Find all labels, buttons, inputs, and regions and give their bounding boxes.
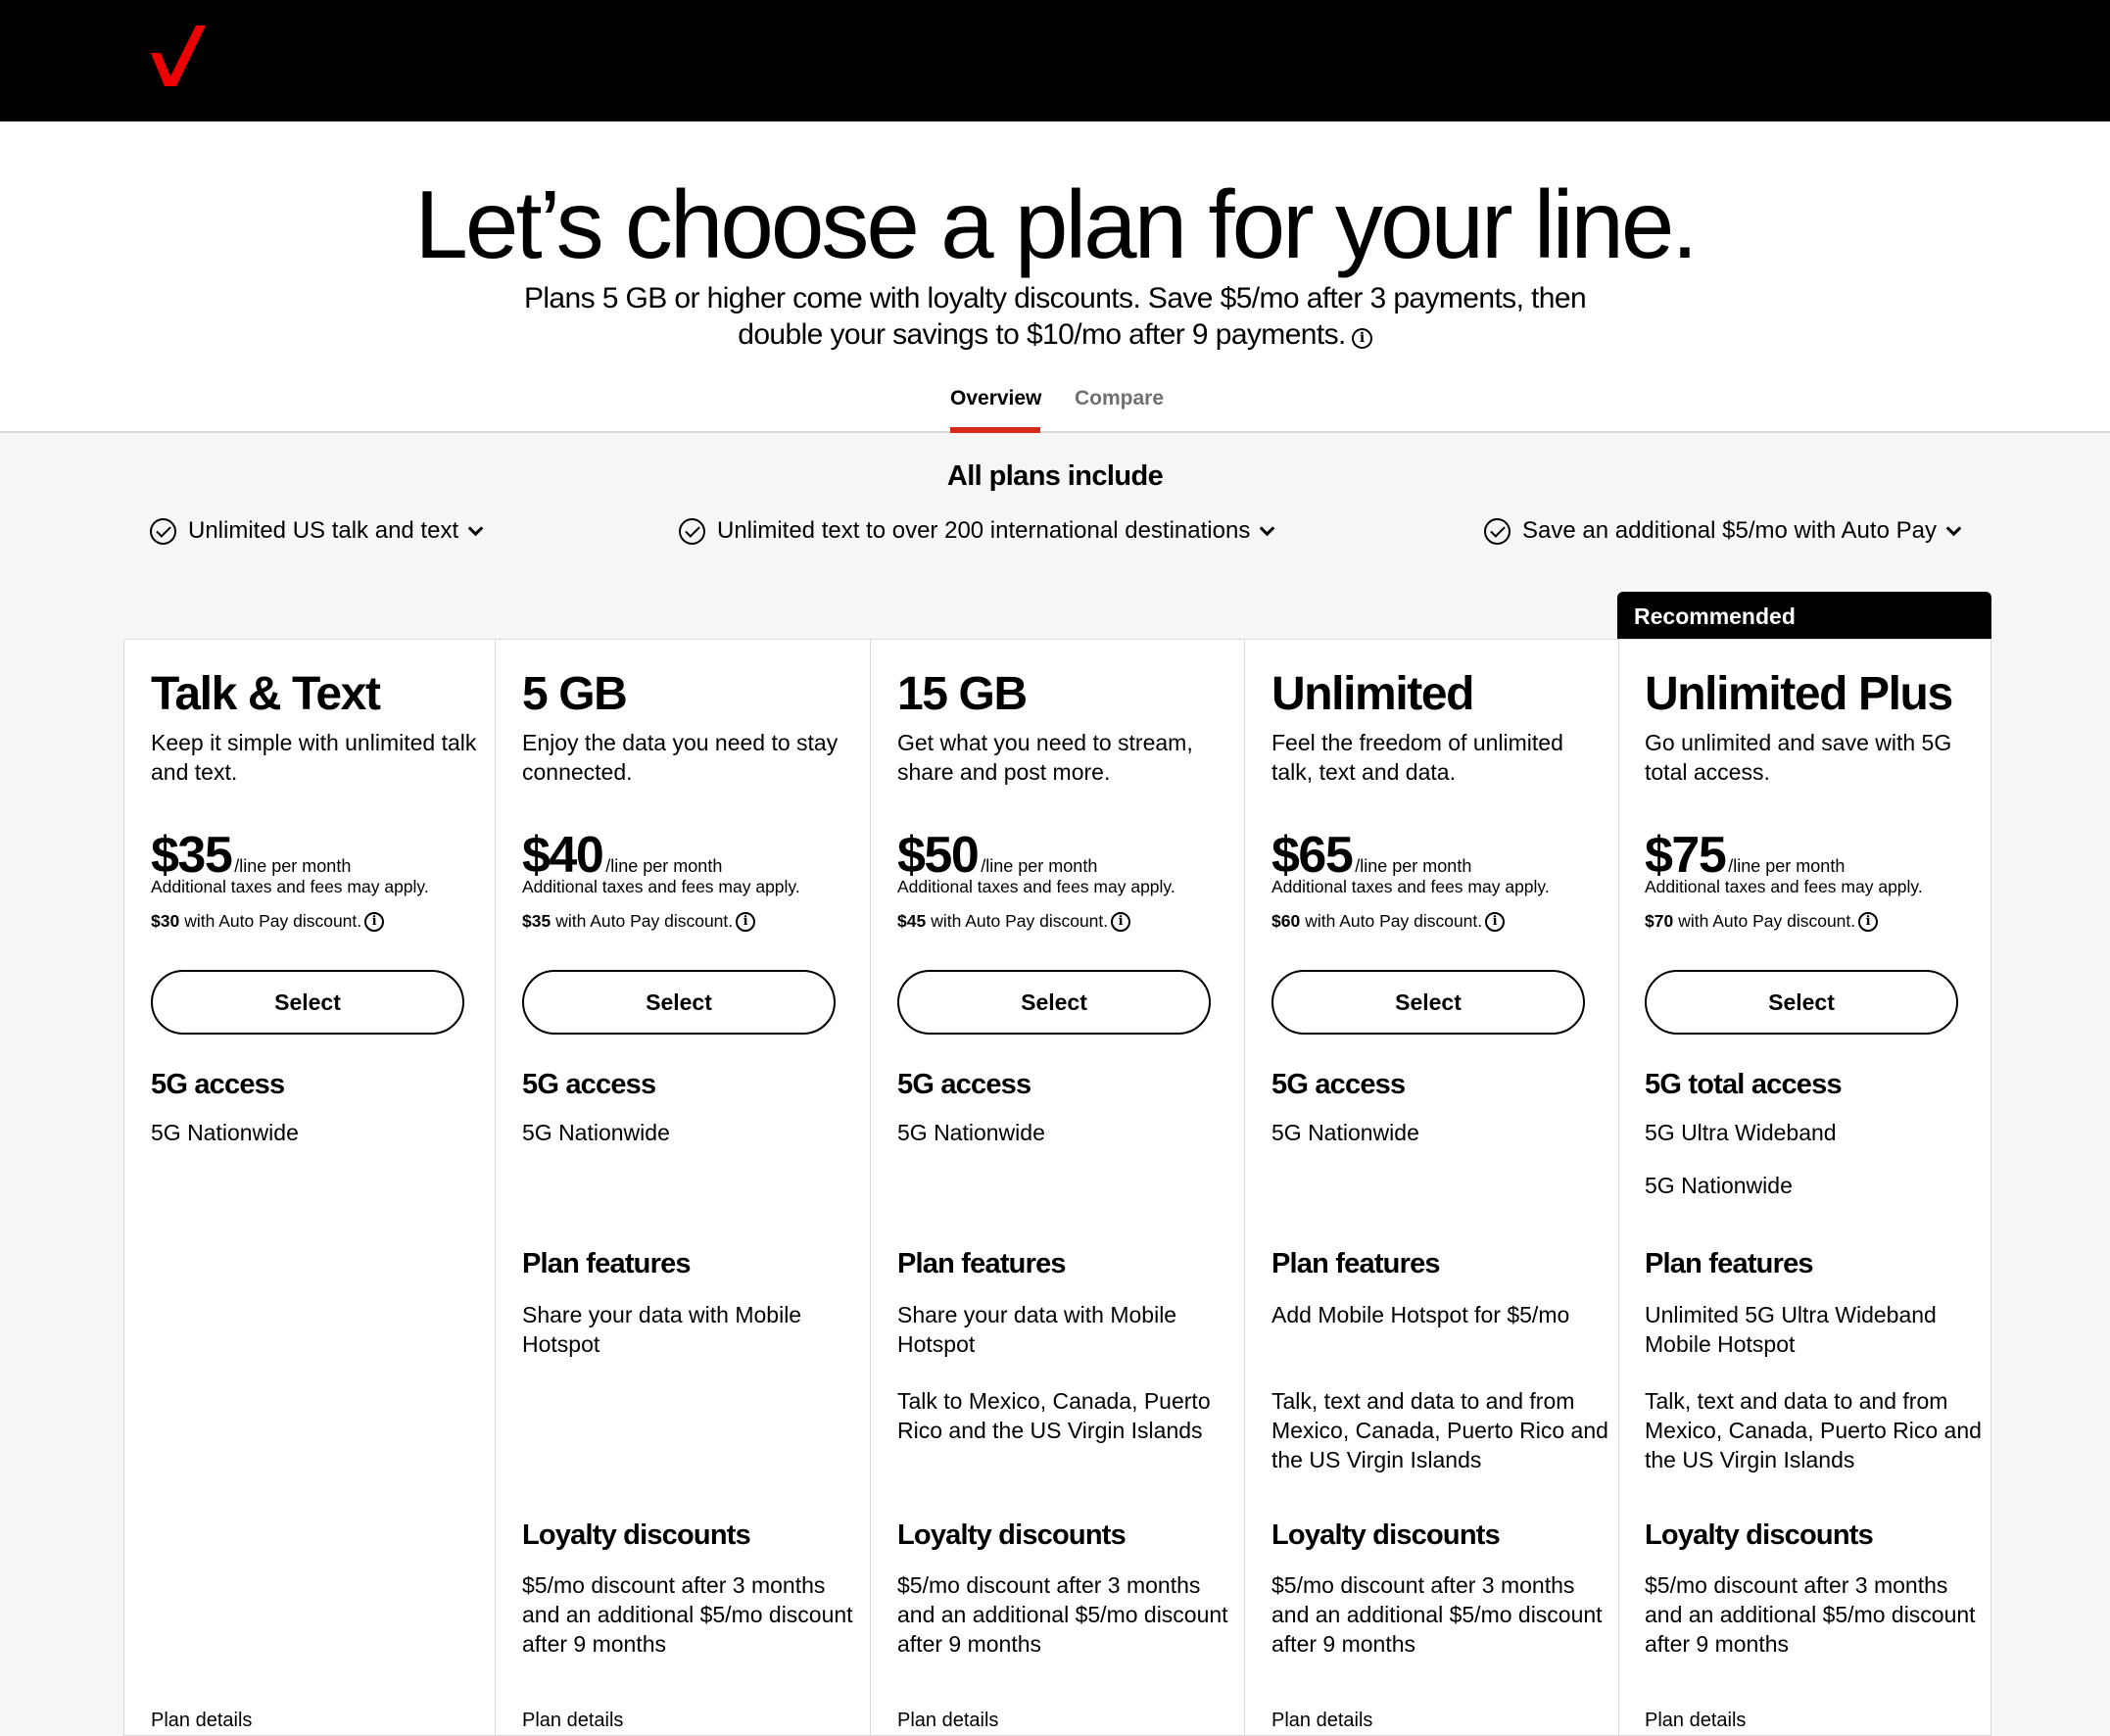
info-icon[interactable]: i (1111, 912, 1130, 932)
info-icon[interactable]: i (1858, 912, 1878, 932)
access-item: 5G Nationwide (522, 1120, 670, 1145)
plan-name: Unlimited (1271, 668, 1474, 720)
autopay-note (897, 911, 1130, 932)
plan-name: 5 GB (522, 668, 627, 720)
plan-description: Get what you need to stream, share and post more. (897, 730, 1193, 785)
check-circle-icon (1484, 518, 1511, 545)
plan-price: $75 (1645, 827, 1726, 884)
loyalty-text: $5/mo discount after 3 months and an additional $5/mo discount after 9 months (1271, 1572, 1603, 1657)
features-heading: Plan features (522, 1248, 691, 1279)
loyalty-heading: Loyalty discounts (1645, 1519, 1873, 1551)
plan-details-link[interactable]: Plan details (897, 1710, 999, 1731)
plan-price-unit: /line per month (1355, 856, 1472, 876)
autopay-text: with Auto Pay discount. (1678, 911, 1856, 931)
plan-price-unit: /line per month (981, 856, 1098, 876)
loyalty-text: $5/mo discount after 3 months and an additional $5/mo discount after 9 months (897, 1572, 1228, 1657)
select-button-talk-text[interactable]: Select (151, 970, 464, 1035)
card-divider (870, 640, 871, 1735)
plan-price-row (897, 826, 1097, 885)
feature-item: Unlimited 5G Ultra Wideband Mobile Hotspot (1645, 1302, 1937, 1357)
plan-price: $50 (897, 827, 979, 884)
taxes-note: Additional taxes and fees may apply. (897, 877, 1175, 896)
loyalty-heading: Loyalty discounts (522, 1519, 750, 1551)
plan-name: 15 GB (897, 668, 1027, 720)
loyalty-text: $5/mo discount after 3 months and an additional $5/mo discount after 9 months (1645, 1572, 1976, 1657)
loyalty-heading: Loyalty discounts (897, 1519, 1126, 1551)
access-heading: 5G access (151, 1069, 285, 1100)
feature-item: Share your data with Mobile Hotspot (522, 1302, 802, 1357)
plan-price: $35 (151, 827, 232, 884)
plan-price-unit: /line per month (234, 856, 352, 876)
plan-cards (123, 639, 1991, 1736)
tab-bar (0, 384, 2110, 433)
autopay-price: $35 (522, 911, 551, 931)
loyalty-heading: Loyalty discounts (1271, 1519, 1500, 1551)
autopay-price: $30 (151, 911, 180, 931)
plan-card-talk-text (151, 640, 484, 1731)
select-button-5gb[interactable]: Select (522, 970, 836, 1035)
autopay-price: $60 (1271, 911, 1301, 931)
plan-price-row (522, 826, 722, 885)
access-heading: 5G access (897, 1069, 1031, 1100)
autopay-text: with Auto Pay discount. (555, 911, 734, 931)
feature-item: Talk, text and data to and from Mexico, Canada, Puerto Rico and the US Virgin Islands (1271, 1388, 1608, 1472)
info-icon[interactable]: i (736, 912, 755, 932)
plan-price-unit: /line per month (605, 856, 723, 876)
plan-details-link[interactable]: Plan details (1271, 1710, 1373, 1731)
include-item-label: Unlimited US talk and text (188, 517, 459, 544)
access-item: 5G Nationwide (1645, 1173, 1793, 1198)
feature-item: Talk to Mexico, Canada, Puerto Rico and the US Virgin Islands (897, 1388, 1211, 1443)
access-heading: 5G access (1271, 1069, 1406, 1100)
info-icon[interactable]: i (1485, 912, 1505, 932)
plan-name: Unlimited Plus (1645, 668, 1952, 720)
chevron-down-icon (1946, 520, 1962, 536)
select-button-unlimited-plus[interactable]: Select (1645, 970, 1958, 1035)
plan-price-unit: /line per month (1728, 856, 1846, 876)
plan-card-unlimited (1271, 640, 1614, 1731)
access-heading: 5G total access (1645, 1069, 1842, 1100)
autopay-note (1645, 911, 1878, 932)
plan-card-unlimited-plus (1645, 640, 1988, 1731)
card-divider (495, 640, 496, 1735)
plan-details-link[interactable]: Plan details (151, 1710, 253, 1731)
plan-description: Feel the freedom of unlimited talk, text and data. (1271, 730, 1563, 785)
select-button-unlimited[interactable]: Select (1271, 970, 1585, 1035)
chevron-down-icon (1260, 520, 1275, 536)
tab-overview[interactable]: Overview (950, 384, 1040, 433)
plan-price-row (1645, 826, 1845, 885)
select-button-15gb[interactable]: Select (897, 970, 1211, 1035)
check-circle-icon (679, 518, 705, 545)
card-divider (1618, 640, 1619, 1735)
all-plans-include-heading: All plans include (946, 460, 1164, 492)
feature-item: Add Mobile Hotspot for $5/mo (1271, 1302, 1570, 1327)
loyalty-text: $5/mo discount after 3 months and an additional $5/mo discount after 9 months (522, 1572, 853, 1657)
plan-price-row (151, 826, 351, 885)
autopay-note (522, 911, 755, 932)
plan-details-link[interactable]: Plan details (1645, 1710, 1747, 1731)
access-item: 5G Nationwide (151, 1120, 299, 1145)
chevron-down-icon (468, 520, 484, 536)
taxes-note: Additional taxes and fees may apply. (1645, 877, 1923, 896)
autopay-text: with Auto Pay discount. (1305, 911, 1483, 931)
features-heading: Plan features (1271, 1248, 1440, 1279)
plan-details-link[interactable]: Plan details (522, 1710, 624, 1731)
plan-price: $40 (522, 827, 603, 884)
feature-item: Talk, text and data to and from Mexico, Canada, Puerto Rico and the US Virgin Islands (1645, 1388, 1982, 1472)
include-item-talk-text[interactable] (150, 513, 481, 549)
check-circle-icon (150, 518, 176, 545)
autopay-price: $45 (897, 911, 927, 931)
tab-compare[interactable]: Compare (1075, 387, 1165, 410)
recommended-badge: Recommended (1617, 592, 1991, 645)
plan-price: $65 (1271, 827, 1353, 884)
autopay-note (1271, 911, 1505, 932)
plan-card-5gb (522, 640, 865, 1731)
access-item: 5G Nationwide (897, 1120, 1045, 1145)
hero-section (0, 121, 2110, 433)
plan-card-15gb (897, 640, 1240, 1731)
plan-description: Enjoy the data you need to stay connected. (522, 730, 839, 785)
include-item-autopay[interactable] (1484, 513, 1959, 549)
feature-item: Share your data with Mobile Hotspot (897, 1302, 1177, 1357)
plan-description: Go unlimited and save with 5G total access. (1645, 730, 1952, 785)
taxes-note: Additional taxes and fees may apply. (1271, 877, 1550, 896)
card-divider (1244, 640, 1245, 1735)
autopay-price: $70 (1645, 911, 1674, 931)
autopay-text: with Auto Pay discount. (184, 911, 362, 931)
include-item-international-text[interactable] (679, 513, 1272, 549)
plan-price-row (1271, 826, 1471, 885)
taxes-note: Additional taxes and fees may apply. (151, 877, 429, 896)
access-item: 5G Ultra Wideband (1645, 1120, 1837, 1145)
info-icon[interactable]: i (1352, 328, 1372, 349)
autopay-text: with Auto Pay discount. (931, 911, 1109, 931)
verizon-check-icon[interactable] (149, 24, 208, 88)
subtitle-text: Plans 5 GB or higher come with loyalty discounts. Save $5/mo after 3 payments, then double your savings to $10/mo after 9 payments. (523, 282, 1587, 351)
features-heading: Plan features (897, 1248, 1066, 1279)
page-title: Let’s choose a plan for your line. (414, 170, 1696, 278)
plan-name: Talk & Text (151, 668, 380, 720)
top-nav-bar (0, 0, 2110, 121)
plan-description: Keep it simple with unlimited talk and text. (151, 730, 477, 785)
taxes-note: Additional taxes and fees may apply. (522, 877, 800, 896)
include-item-label: Save an additional $5/mo with Auto Pay (1522, 517, 1937, 544)
page-subtitle (516, 280, 1594, 353)
features-heading: Plan features (1645, 1248, 1813, 1279)
info-icon[interactable]: i (364, 912, 384, 932)
include-item-label: Unlimited text to over 200 international destinations (717, 517, 1251, 544)
access-heading: 5G access (522, 1069, 656, 1100)
autopay-note (151, 911, 384, 932)
access-item: 5G Nationwide (1271, 1120, 1419, 1145)
